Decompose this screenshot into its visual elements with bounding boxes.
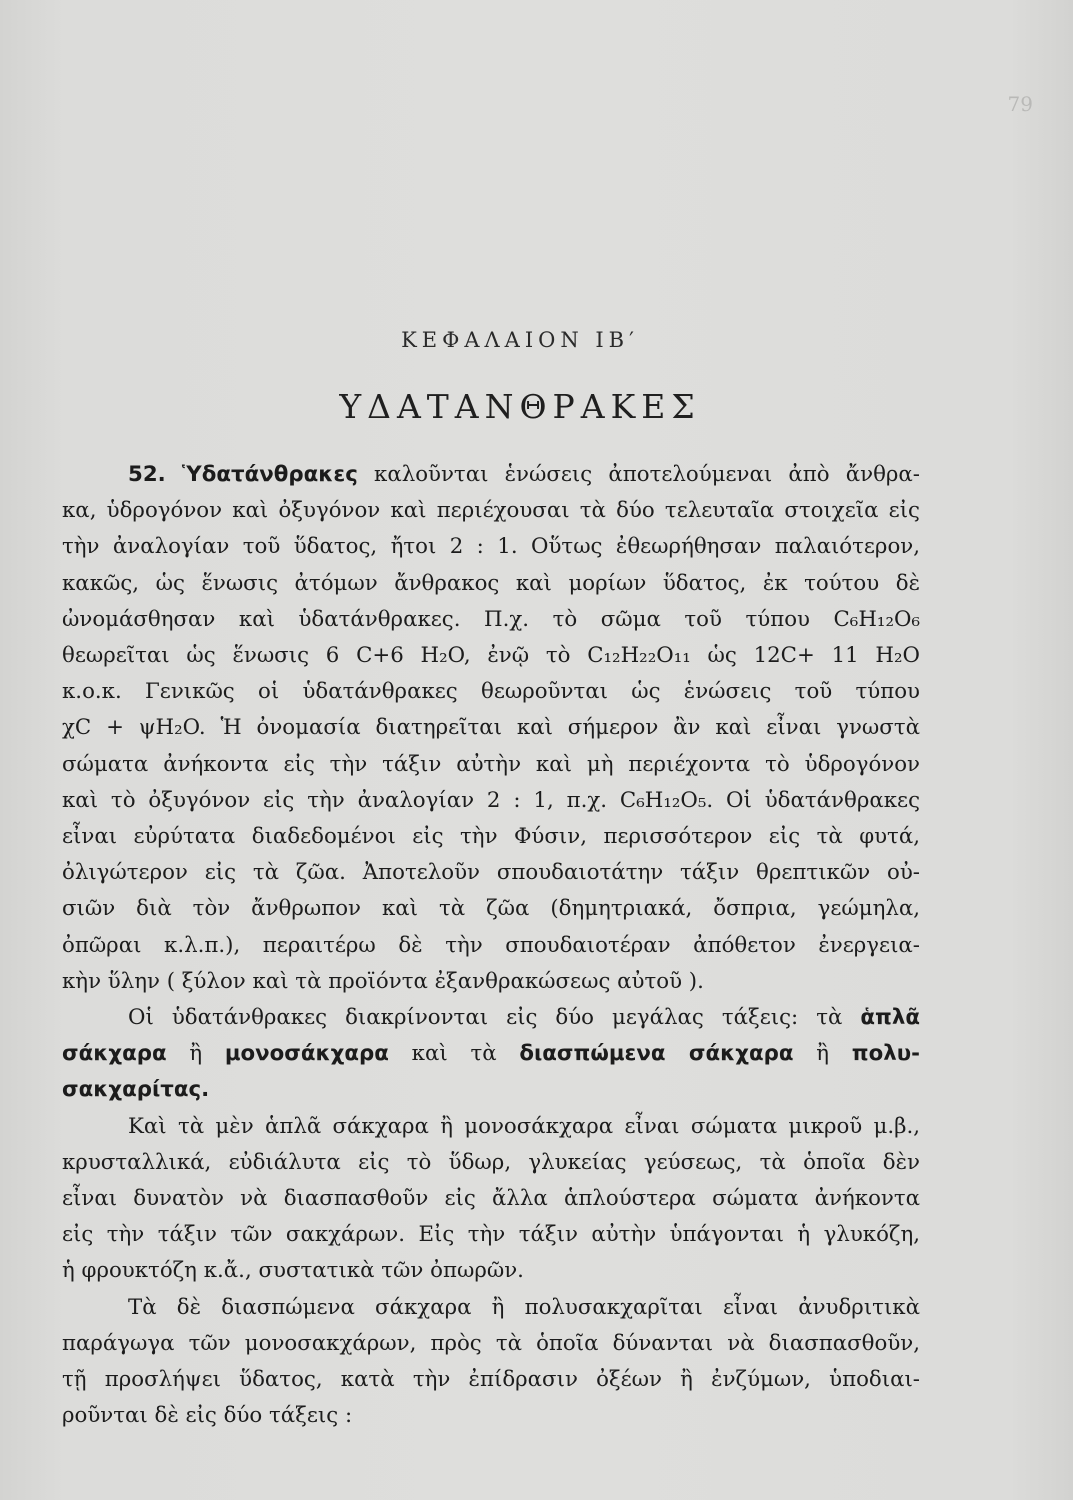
text-line: ροῦνται δὲ εἰς δύο τάξεις :	[62, 1403, 353, 1429]
text-line: κα, ὑδρογόνον καὶ ὀξυγόνον καὶ περιέχουσαι τὰ δύο τελευταῖα στοιχεῖα εἰς	[62, 498, 920, 524]
text-line: Καὶ τὰ μὲν ἁπλᾶ σάκχαρα ἢ μονοσάκχαρα εἶναι σώματα μικροῦ μ.β.,	[128, 1113, 920, 1139]
term-bold: μονοσάκχαρα	[224, 1041, 389, 1067]
text-line: τὴν ἀναλογίαν τοῦ ὕδατος, ἤτοι 2 : 1. Οὕτως ἐθεωρήθησαν παλαιότερον,	[62, 534, 920, 560]
text-line: σώματα ἀνήκοντα εἰς τὴν τάξιν αὐτὴν καὶ μὴ περιέχοντα τὸ ὑδρογόνον	[62, 751, 920, 777]
chapter-title: ΥΔΑΤΑΝΘΡΑΚΕΣ	[339, 387, 701, 426]
term-bold: πολυ-	[851, 1041, 920, 1067]
text-line: τῇ προσλήψει ὕδατος, κατὰ τὴν ἐπίδρασιν ὀξέων ἢ ἐνζύμων, ὑποδιαι-	[62, 1367, 920, 1393]
text-line: εἰς τὴν τάξιν τῶν σακχάρων. Εἰς τὴν τάξιν αὐτὴν ὑπάγονται ἡ γλυκόζη,	[62, 1222, 920, 1248]
text-line	[62, 457, 920, 493]
page-number: 79	[1007, 92, 1033, 116]
paragraph-1	[62, 457, 920, 1000]
text-span: καὶ τὰ	[388, 1041, 520, 1067]
text-line: Τὰ δὲ διασπώμενα σάκχαρα ἢ πολυσακχαρῖται εἶναι ἀνυδριτικὰ	[128, 1294, 920, 1320]
text-line: σιῶν διὰ τὸν ἄνθρωπον καὶ τὰ ζῶα (δημητριακά, ὄσπρια, γεώμηλα,	[62, 896, 920, 922]
text-line: κ.ο.κ. Γενικῶς οἱ ὑδατάνθρακες θεωροῦνται ὡς ἑνώσεις τοῦ τύπου	[62, 679, 920, 705]
term-bold: σάκχαρα	[62, 1041, 167, 1067]
body-text	[62, 457, 920, 1434]
term-bold: σακχαρίτας.	[62, 1077, 210, 1103]
text-line: ὀλιγώτερον εἰς τὰ ζῶα. Ἀποτελοῦν σπουδαιοτάτην τάξιν θρεπτικῶν οὐ-	[62, 860, 920, 886]
text-line: κρυσταλλικά, εὐδιάλυτα εἰς τὸ ὕδωρ, γλυκείας γεύσεως, τὰ ὁποῖα δὲν	[62, 1149, 920, 1175]
paragraph-4	[62, 1290, 920, 1435]
paragraph-2	[62, 1000, 920, 1109]
text-span: καλοῦνται ἑνώσεις ἀποτελούμεναι ἀπὸ ἄνθρα-	[357, 462, 920, 487]
chapter-label: ΚΕΦΑΛΑΙΟΝ ΙΒ′	[401, 328, 639, 352]
paragraph-3	[62, 1109, 920, 1290]
term-bold: ἁπλᾶ	[860, 1005, 920, 1031]
text-line	[62, 1000, 920, 1036]
text-span: ἢ	[793, 1041, 852, 1067]
section-number: 52.	[128, 462, 166, 487]
text-span: ἢ	[166, 1041, 225, 1067]
text-line: χC + ψH₂O. Ἡ ὀνομασία διατηρεῖται καὶ σήμερον ἂν καὶ εἶναι γνωστὰ	[62, 715, 920, 741]
text-line	[62, 1036, 920, 1072]
term-bold: Ὑδατάνθρακες	[181, 462, 358, 487]
text-span: Οἱ ὑδατάνθρακες διακρίνονται εἰς δύο μεγάλας τάξεις: τὰ	[128, 1005, 861, 1031]
text-line: ἡ φρουκτόζη κ.ἄ., συστατικὰ τῶν ὀπωρῶν.	[62, 1258, 524, 1284]
text-line: ὠνομάσθησαν καὶ ὑδατάνθρακες. Π.χ. τὸ σῶμα τοῦ τύπου C₆H₁₂O₆	[62, 606, 920, 632]
text-line: καὶ τὸ ὀξυγόνον εἰς τὴν ἀναλογίαν 2 : 1, π.χ. C₆H₁₂O₅. Οἱ ὑδατάνθρακες	[62, 787, 920, 813]
text-line: θεωρεῖται ὡς ἕνωσις 6 C+6 H₂O, ἐνῷ τὸ C₁₂H₂₂O₁₁ ὡς 12C+ 11 H₂O	[62, 643, 920, 669]
text-line: κακῶς, ὡς ἕνωσις ἀτόμων ἄνθρακος καὶ μορίων ὕδατος, ἐκ τούτου δὲ	[62, 570, 920, 596]
text-line: παράγωγα τῶν μονοσακχάρων, πρὸς τὰ ὁποῖα δύνανται νὰ διασπασθοῦν,	[62, 1330, 920, 1356]
text-line: εἶναι εὐρύτατα διαδεδομένοι εἰς τὴν Φύσιν, περισσότερον εἰς τὰ φυτά,	[62, 824, 920, 850]
text-line	[62, 1072, 920, 1108]
text-line: εἶναι δυνατὸν νὰ διασπασθοῦν εἰς ἄλλα ἁπλούστερα σώματα ἀνήκοντα	[62, 1186, 920, 1212]
text-line: κὴν ὕλην ( ξύλον καὶ τὰ προϊόντα ἐξανθρακώσεως αὐτοῦ ).	[62, 968, 704, 994]
term-bold: διασπώμενα σάκχαρα	[519, 1041, 794, 1067]
text-line: ὀπῶραι κ.λ.π.), περαιτέρω δὲ τὴν σπουδαιοτέραν ἀπόθετον ἐνεργεια-	[62, 932, 920, 958]
